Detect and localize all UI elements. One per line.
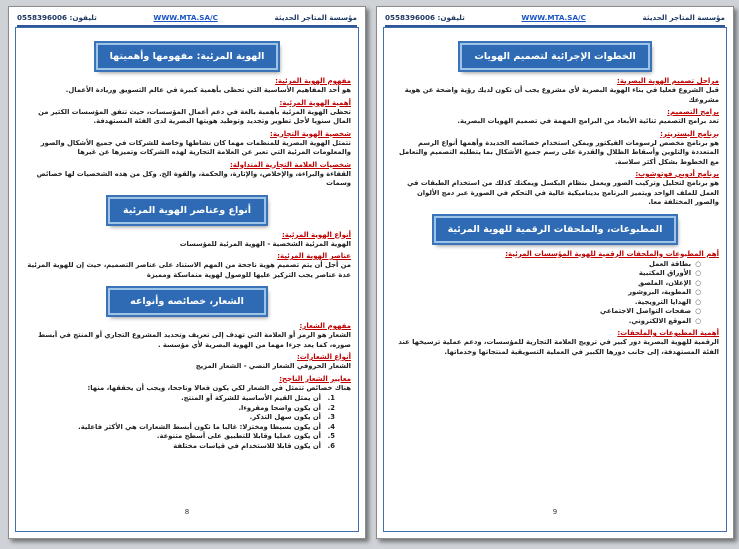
item-number: 1. [327, 394, 335, 402]
page-content [391, 39, 719, 357]
item-text: الموقع الالكتروني. [628, 316, 692, 325]
phone-label: تليفون: [69, 12, 97, 22]
section-heading: أنواع الشعارات: [296, 353, 351, 361]
deliverables-list [391, 260, 701, 327]
section-text: الهوية المرئية الشخصية - الهوية المرئية للمؤسسات [179, 239, 351, 248]
item-number: 4. [327, 422, 335, 431]
section-text: من أجل أن يتم تصميم هوية ناجحة من المهم الاستناد على عناصر التصميم، حيث إن للهوية المرئية عدة عناصر يجب التركيز عليها للوصول لهوية متماسكة ومميزة [27, 261, 351, 279]
list-item [391, 298, 701, 308]
section-banner: الشعار، خصائصه وأنواعه [108, 288, 266, 315]
item-text: المطوية، البروشور [628, 288, 692, 296]
section-heading: معايير الشعار الناجح: [279, 374, 351, 383]
section-heading: شخصيات العلامة التجارية المتداولة: [229, 160, 351, 169]
criteria-list [23, 394, 351, 451]
item-text: أن يكون عمليا وقابلا للتطبيق على أسطح متنوعة. [156, 432, 321, 440]
item-text: أن يكون بسيطا ومختزلا: غالبا ما تكون أبسط الشعارات هي الأكثر فاعلية. [78, 422, 321, 431]
section-heading: مراحل تصميم الهوية البصرية: [617, 77, 719, 85]
section-text: هو برنامج مخصص لرسومات الفيكتور ويمكن استخدام خصائصه الجديدة وأهمها أنواع الرسم المتعددة والتلوين وأسقاط الظلال والقدرة على رسم جميع الأشكال بما يتطلبه التصميم والتعامل مع الخطوط بشكل أكثر سلاسة. [398, 138, 719, 166]
section-heading: أنواع الهوية المرئية: [282, 230, 351, 239]
item-text: بطاقة العمل [649, 259, 692, 268]
list-item [391, 269, 701, 279]
section-text: الشعار هو الرمز أو العلامة التي تهدف إلى تعريف وتحديد المشروع التجاري أو المنتج في أبسط صوره، كما يعد جزءا مهما من الهوية البصرية لأي مؤسسة . [38, 331, 351, 349]
bullet-icon: ○ [695, 259, 701, 268]
item-text: أن يكون قابلا للاستخدام في قياسات مختلفة [173, 441, 321, 450]
section-text: قبل الشروع فعليا في بناء الهوية البصرية لأي مشروع يجب أن تكون لديك رؤية واضحة عن هوية مشروعك [404, 86, 719, 104]
website-link[interactable]: WWW.MTA.SA/C [153, 12, 218, 22]
page-header [17, 9, 357, 27]
list-item [23, 404, 335, 414]
phone-number: 0558396006 [385, 12, 436, 22]
section-heading: برامج التصميم: [667, 108, 719, 116]
section-text: الرقمية للهوية البصرية دور كبير في ترويج العلامة التجارية للمؤسسات، ودعم عملية ترسيخها عند الفئة المستهدفة، إلى جانب دورها الكبير في العملية التسويقية لمنتجاتها وخدماتها. [398, 338, 719, 356]
list-item [391, 279, 701, 289]
list-item [391, 288, 701, 298]
section-banner: أنواع وعناصر الهوية المرئية [108, 197, 266, 224]
list-item [23, 413, 335, 423]
section-heading: أهمية المطبوعات والملحقات: [617, 329, 719, 337]
section-heading: عناصر الهوية المرئية: [277, 252, 351, 260]
list-item [23, 423, 335, 433]
item-text: صفحات التواصل الاجتماعي [600, 307, 692, 315]
item-number: 3. [327, 413, 335, 421]
org-name: مؤسسة المتاجر الحديثة [274, 12, 357, 22]
section-heading: مفهوم الهوية المرئية: [275, 77, 351, 85]
item-number: 5. [327, 432, 335, 440]
phone-info [17, 13, 97, 22]
bullet-icon: ○ [695, 297, 701, 306]
item-text: الإعلان، الملصق [638, 278, 692, 287]
item-text: أن يكون سهل التذكر. [249, 413, 321, 421]
section-text: القفاءة والبراءة، والإخلاص، والإثارة، والحكمة، والقوة الخ. وكل من هذه الشخصيات لها خصائص وسمات [36, 169, 351, 187]
page-content [23, 39, 351, 451]
phone-number: 0558396006 [17, 12, 68, 22]
section-heading: أهم المطبوعات والملحقات الرقمية للهوية المؤسسات المرئية: [505, 249, 719, 258]
item-text: الهدايا الترويجية. [634, 297, 692, 306]
phone-label: تليفون: [437, 12, 465, 22]
bullet-icon: ○ [695, 269, 701, 277]
section-text: هو أحد المفاهيم الأساسية التي تحظى بأهمية كبيرة في عالم التسويق وريادة الأعمال. [65, 86, 351, 94]
bullet-icon: ○ [695, 307, 701, 315]
section-text: هو برنامج لتحليل وتركيب الصور ويعمل بنظام البكسل ويمكنك كذلك من استخدام الطبقات في العمل للملف الواحد ويتميز البرنامج بديناميكية عالية في التحكم في الصورة عبر دمج الألوان والصور المختلفة معا. [407, 179, 719, 206]
section-banner: الخطوات الإجرائية لتصميم الهويات [460, 43, 649, 70]
list-item [391, 317, 701, 327]
section-heading: أهمية الهوية المرئية: [279, 98, 351, 107]
section-text: تتمثل الهوية البصرية للمنظمات مهما كان نشاطها وخاصة للشركات في جميع الأشكال والصور والمعلومات المرئية التي تعبر عن العلامة التجارية لهذه الشركات وتميزها عن غيرها [40, 138, 351, 156]
item-text: الأوراق المكتبية [638, 269, 692, 277]
list-item [23, 394, 335, 404]
org-name: مؤسسة المتاجر الحديثة [642, 12, 725, 22]
list-item [391, 307, 701, 317]
list-item [391, 260, 701, 270]
phone-info [385, 13, 465, 22]
page-number: 9 [552, 508, 558, 516]
bullet-icon: ○ [695, 278, 701, 287]
section-heading: برنامج أدوبي فوتوشوب: [635, 170, 719, 178]
section-text: تعد برامج التصميم ثنائية الأبعاد من البرامج المهمة في تصميم الهويات البصرية. [457, 117, 719, 125]
item-number: 6. [327, 441, 335, 450]
page-header [385, 9, 725, 27]
document-page-left [8, 6, 366, 539]
list-item [23, 432, 335, 442]
document-page-right [376, 6, 734, 539]
section-text: تحظى الهوية المرئية بأهمية بالغة في دعم أعمال المؤسسات، حيث تنفق المؤسسات الكثير من المال سنويا لأجل تطوير وتجديد وتوطيد هويتها البصرية لدى الفئة المستهدفة. [38, 107, 351, 125]
website-link[interactable]: WWW.MTA.SA/C [521, 12, 586, 22]
section-text: الشعار الحروفي الشعار النصي - الشعار المزيج [195, 362, 351, 370]
section-heading: برنامج اليستريتر: [660, 129, 719, 138]
section-heading: شخصية الهوية التجارية: [270, 129, 351, 138]
page-number: 8 [184, 508, 190, 516]
item-text: أن يكون واضحا ومقروءا. [238, 403, 321, 412]
item-text: أن يمثل القيم الأساسية للشركة أو المنتج. [181, 394, 321, 402]
section-banner: المطبوعات، والملحقات الرقمية للهوية المرئية [434, 216, 677, 243]
section-text: هناك خصائص تتمثل في الشعار لكي يكون فعالا وناجحا، ويجب أن يحققها، منها: [87, 383, 351, 392]
bullet-icon: ○ [695, 316, 701, 325]
section-banner: الهوية المرئية: مفهومها وأهميتها [96, 43, 279, 70]
list-item [23, 442, 335, 452]
item-number: 2. [327, 403, 335, 412]
bullet-icon: ○ [695, 288, 701, 296]
section-heading: مفهوم الشعار: [299, 322, 351, 330]
